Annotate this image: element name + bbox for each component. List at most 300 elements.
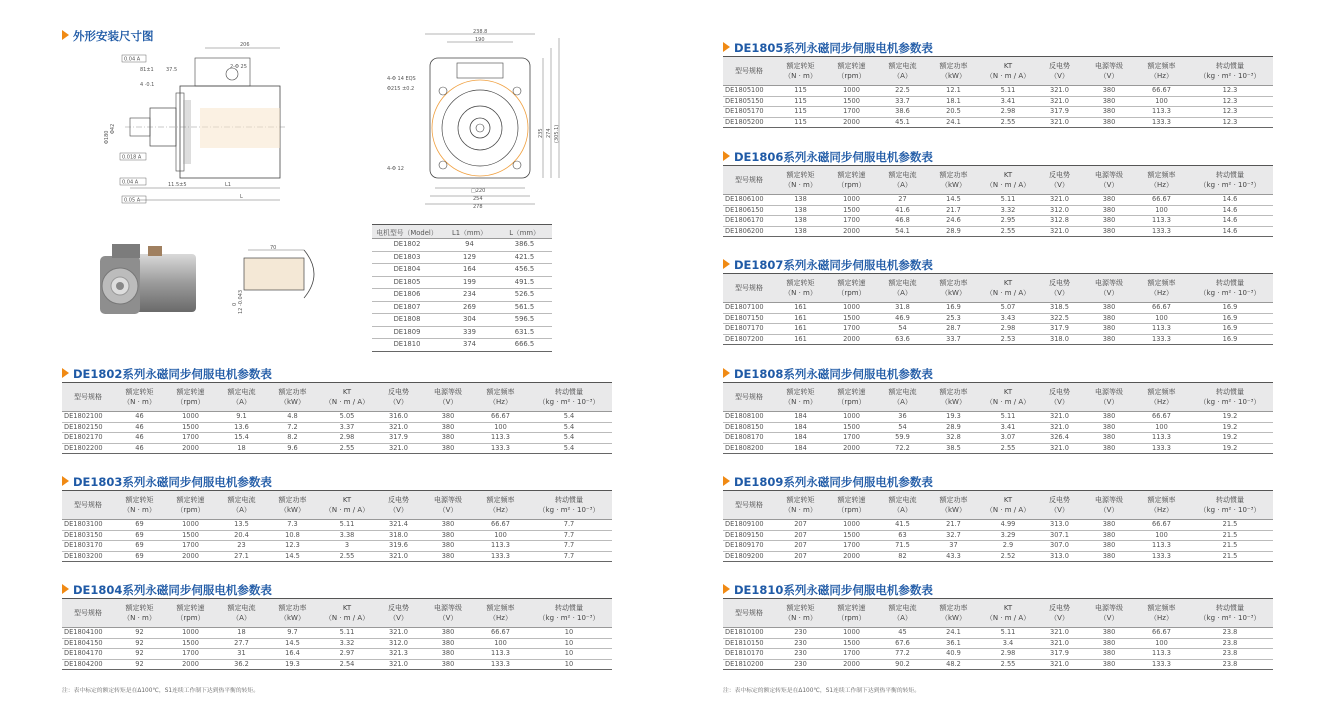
spec-header-cell	[826, 57, 877, 86]
spec-table-title-text: DE1805系列永磁同步伺服电机参数表	[734, 41, 933, 55]
spec-value-cell: 184	[775, 443, 826, 454]
spec-value-cell: 2.98	[979, 107, 1037, 118]
spec-value-cell: 32.8	[928, 433, 979, 444]
spec-value-cell: 138	[775, 226, 826, 237]
spec-value-cell: 31.8	[877, 303, 928, 314]
spec-header-unit: （A）	[232, 506, 251, 514]
spec-header-unit: （kW）	[941, 181, 966, 189]
spec-table-row	[723, 638, 1273, 649]
spec-value-cell: 380	[1082, 443, 1136, 454]
spec-header-unit: （A）	[893, 506, 912, 514]
spec-value-cell: 380	[421, 433, 475, 444]
spec-table-row	[62, 443, 612, 454]
spec-header-unit: （V）	[1099, 72, 1119, 80]
spec-value-cell: 66.67	[475, 628, 526, 639]
spec-header-label: 额定频率	[1147, 62, 1176, 70]
dims-table-row	[372, 264, 552, 277]
dims-cell: DE1810	[372, 339, 442, 352]
spec-header-label: 额定电流	[888, 496, 917, 504]
spec-value-cell: 19.2	[1187, 412, 1273, 423]
spec-value-cell: 16.4	[267, 649, 318, 660]
spec-value-cell: 69	[114, 530, 165, 541]
spec-value-cell: 113.3	[1136, 541, 1187, 552]
spec-header-unit: （kg · m² · 10⁻³）	[1199, 398, 1261, 406]
spec-header-unit: （kg · m² · 10⁻³）	[1199, 181, 1261, 189]
spec-value-cell: 1000	[165, 628, 216, 639]
spec-value-cell: 380	[1082, 117, 1136, 128]
spec-header-unit: （kg · m² · 10⁻³）	[1199, 614, 1261, 622]
spec-value-cell: 100	[475, 422, 526, 433]
spec-table-row	[723, 195, 1273, 206]
spec-value-cell: 380	[1082, 86, 1136, 97]
spec-value-cell: 66.67	[475, 520, 526, 531]
spec-value-cell: 321.0	[376, 422, 421, 433]
spec-value-cell: 2.55	[979, 659, 1037, 670]
spec-header-label: 额定转速	[837, 604, 866, 612]
spec-header-cell	[723, 491, 775, 520]
spec-value-cell: 113.3	[1136, 433, 1187, 444]
spec-value-cell: 27	[877, 195, 928, 206]
spec-header-cell	[216, 491, 267, 520]
spec-value-cell: 380	[1082, 412, 1136, 423]
spec-value-cell: 207	[775, 530, 826, 541]
triangle-bullet-icon	[723, 42, 730, 52]
spec-header-label: 型号规格	[735, 176, 763, 184]
spec-table-row	[62, 638, 612, 649]
spec-value-cell: 12.3	[1187, 107, 1273, 118]
spec-value-cell: 312.8	[1037, 216, 1082, 227]
spec-value-cell: 19.2	[1187, 422, 1273, 433]
dims-cell: DE1808	[372, 314, 442, 327]
spec-header-label: 型号规格	[735, 284, 763, 292]
spec-header-unit: （kg · m² · 10⁻³）	[538, 506, 600, 514]
spec-value-cell: 380	[1082, 216, 1136, 227]
spec-value-cell: 7.7	[526, 530, 612, 541]
spec-header-label: 反电势	[1049, 279, 1070, 287]
spec-header-cell	[723, 166, 775, 195]
spec-header-label: 额定转矩	[125, 388, 154, 396]
spec-value-cell: 100	[1136, 205, 1187, 216]
spec-value-cell: 1000	[165, 520, 216, 531]
spec-value-cell: 2.55	[318, 443, 376, 454]
spec-value-cell: 133.3	[1136, 117, 1187, 128]
spec-model-cell: DE1807100	[723, 303, 775, 314]
spec-value-cell: 2000	[165, 659, 216, 670]
spec-value-cell: 16.9	[928, 303, 979, 314]
spec-value-cell: 380	[1082, 638, 1136, 649]
spec-table	[723, 165, 1273, 237]
spec-value-cell: 321.0	[1037, 195, 1082, 206]
spec-header-cell	[826, 166, 877, 195]
dim-L1: L1	[225, 182, 231, 188]
spec-value-cell: 100	[1136, 313, 1187, 324]
spec-header-cell	[775, 599, 826, 628]
spec-header-cell	[267, 599, 318, 628]
spec-value-cell: 92	[114, 659, 165, 670]
spec-table	[723, 382, 1273, 454]
spec-value-cell: 2000	[826, 551, 877, 562]
spec-value-cell: 321.0	[1037, 659, 1082, 670]
spec-header-label: 额定转速	[837, 62, 866, 70]
spec-value-cell: 43.3	[928, 551, 979, 562]
dims-cell: 164	[442, 264, 497, 277]
spec-model-cell: DE1810200	[723, 659, 775, 670]
spec-value-cell: 54	[877, 324, 928, 335]
dims-cell: DE1809	[372, 326, 442, 339]
spec-model-cell: DE1803150	[62, 530, 114, 541]
spec-value-cell: 380	[1082, 205, 1136, 216]
spec-header-label: 额定频率	[1147, 171, 1176, 179]
spec-table-title	[723, 366, 933, 382]
spec-header-cell	[114, 599, 165, 628]
spec-header-cell	[376, 491, 421, 520]
spec-model-cell: DE1803100	[62, 520, 114, 531]
spec-value-cell: 9.7	[267, 628, 318, 639]
spec-value-cell: 3.37	[318, 422, 376, 433]
spec-table	[723, 490, 1273, 562]
spec-header-unit: （Hz）	[489, 506, 512, 514]
spec-header-unit: （kW）	[280, 398, 305, 406]
dims-cell: DE1803	[372, 251, 442, 264]
triangle-bullet-icon	[723, 476, 730, 486]
spec-value-cell: 92	[114, 638, 165, 649]
spec-value-cell: 7.7	[526, 520, 612, 531]
spec-header-cell	[475, 599, 526, 628]
spec-header-unit: （kW）	[941, 289, 966, 297]
spec-header-label: 反电势	[1049, 388, 1070, 396]
spec-value-cell: 92	[114, 628, 165, 639]
spec-value-cell: 32.7	[928, 530, 979, 541]
dim-37-5: 37.5	[166, 67, 178, 73]
dims-header-model: 电机型号（Model）	[372, 225, 442, 239]
spec-value-cell: 1000	[826, 303, 877, 314]
spec-value-cell: 66.67	[1136, 195, 1187, 206]
spec-model-cell: DE1802150	[62, 422, 114, 433]
spec-value-cell: 321.0	[1037, 96, 1082, 107]
spec-header-unit: （N · m）	[784, 289, 817, 297]
spec-value-cell: 18	[216, 443, 267, 454]
spec-model-cell: DE1809100	[723, 520, 775, 531]
spec-header-label: 转动惯量	[1216, 388, 1244, 396]
spec-table-row	[723, 649, 1273, 660]
spec-value-cell: 10	[526, 638, 612, 649]
spec-value-cell: 38.6	[877, 107, 928, 118]
spec-table-title	[62, 366, 272, 382]
spec-value-cell: 5.07	[979, 303, 1037, 314]
spec-header-cell	[267, 491, 318, 520]
spec-value-cell: 161	[775, 313, 826, 324]
spec-header-cell	[979, 57, 1037, 86]
spec-header-unit: （rpm）	[837, 398, 866, 406]
spec-value-cell: 3.38	[318, 530, 376, 541]
spec-value-cell: 18.1	[928, 96, 979, 107]
spec-value-cell: 380	[1082, 520, 1136, 531]
spec-value-cell: 321.0	[1037, 628, 1082, 639]
spec-header-unit: （N · m）	[784, 72, 817, 80]
spec-header-label: 额定转速	[837, 388, 866, 396]
spec-header-cell	[979, 166, 1037, 195]
spec-table-title-text: DE1806系列永磁同步伺服电机参数表	[734, 150, 933, 164]
spec-value-cell: 21.5	[1187, 551, 1273, 562]
spec-value-cell: 312.0	[376, 638, 421, 649]
spec-header-row	[723, 383, 1273, 412]
spec-value-cell: 21.5	[1187, 541, 1273, 552]
spec-header-row	[723, 57, 1273, 86]
spec-value-cell: 3.32	[979, 205, 1037, 216]
spec-header-unit: （V）	[438, 614, 458, 622]
spec-value-cell: 133.3	[475, 443, 526, 454]
spec-value-cell: 321.0	[1037, 117, 1082, 128]
spec-header-unit: （V）	[389, 398, 408, 406]
spec-header-label: 型号规格	[735, 501, 763, 509]
spec-header-unit: （kW）	[280, 506, 305, 514]
spec-value-cell: 3.43	[979, 313, 1037, 324]
spec-header-label: 型号规格	[74, 501, 102, 509]
spec-value-cell: 14.6	[1187, 205, 1273, 216]
dims-cell: DE1805	[372, 276, 442, 289]
spec-value-cell: 24.1	[928, 628, 979, 639]
spec-header-cell	[877, 166, 928, 195]
dims-cell: 304	[442, 314, 497, 327]
spec-header-unit: （Hz）	[1150, 614, 1173, 622]
spec-header-label: 电源等级	[434, 388, 462, 396]
spec-value-cell: 3.32	[318, 638, 376, 649]
spec-value-cell: 2.54	[318, 659, 376, 670]
spec-table-row	[723, 303, 1273, 314]
spec-header-label: KT	[342, 604, 352, 612]
dims-table-row	[372, 314, 552, 327]
spec-header-unit: （V）	[1050, 614, 1069, 622]
spec-header-cell	[775, 383, 826, 412]
spec-header-cell	[1037, 491, 1082, 520]
spec-header-label: 转动惯量	[1216, 171, 1244, 179]
spec-value-cell: 46	[114, 422, 165, 433]
spec-header-label: 转动惯量	[555, 388, 583, 396]
spec-model-cell: DE1805200	[723, 117, 775, 128]
spec-value-cell: 27.7	[216, 638, 267, 649]
spec-table	[723, 273, 1273, 345]
spec-header-unit: （rpm）	[176, 398, 205, 406]
triangle-bullet-icon	[62, 30, 69, 40]
spec-value-cell: 66.67	[1136, 412, 1187, 423]
spec-value-cell: 7.7	[526, 541, 612, 552]
dim-215: Φ215 ±0.2	[387, 86, 415, 92]
spec-value-cell: 184	[775, 412, 826, 423]
spec-header-label: 反电势	[1049, 171, 1070, 179]
spec-value-cell: 28.7	[928, 324, 979, 335]
spec-header-label: 额定功率	[939, 496, 968, 504]
spec-value-cell: 2.55	[318, 551, 376, 562]
spec-header-cell	[475, 491, 526, 520]
spec-table-row	[723, 659, 1273, 670]
spec-value-cell: 37	[928, 541, 979, 552]
dims-cell: 374	[442, 339, 497, 352]
spec-value-cell: 321.0	[376, 628, 421, 639]
dim-4-14: 4-Φ 14 EQS	[387, 76, 416, 82]
spec-value-cell: 40.9	[928, 649, 979, 660]
spec-header-unit: （rpm）	[837, 289, 866, 297]
spec-value-cell: 184	[775, 433, 826, 444]
dim-4: 4 ·0.1	[140, 82, 155, 88]
spec-value-cell: 2000	[826, 659, 877, 670]
tolerance-frame-1: 0.04 A	[124, 56, 141, 63]
spec-value-cell: 380	[421, 530, 475, 541]
spec-value-cell: 5.4	[526, 433, 612, 444]
dims-cell: 561.5	[497, 301, 552, 314]
spec-header-cell	[979, 491, 1037, 520]
spec-header-cell	[216, 599, 267, 628]
spec-header-cell	[928, 383, 979, 412]
spec-table	[62, 598, 612, 670]
spec-value-cell: 12.1	[928, 86, 979, 97]
spec-header-label: 额定频率	[1147, 496, 1176, 504]
tolerance-frame-4: 0.05 A	[124, 197, 141, 204]
spec-value-cell: 380	[421, 412, 475, 423]
spec-value-cell: 115	[775, 96, 826, 107]
spec-value-cell: 3.4	[979, 638, 1037, 649]
triangle-bullet-icon	[62, 476, 69, 486]
spec-value-cell: 36	[877, 412, 928, 423]
spec-table	[62, 382, 612, 454]
dim-4-12: 4-Φ 12	[387, 166, 404, 172]
spec-value-cell: 230	[775, 628, 826, 639]
spec-value-cell: 90.2	[877, 659, 928, 670]
spec-table-title	[723, 257, 933, 273]
spec-table-row	[723, 334, 1273, 345]
spec-value-cell: 66.67	[1136, 303, 1187, 314]
spec-header-label: KT	[1003, 496, 1013, 504]
spec-header-unit: （N · m）	[784, 398, 817, 406]
spec-header-unit: （Hz）	[1150, 289, 1173, 297]
spec-header-label: 转动惯量	[1216, 604, 1244, 612]
spec-model-cell: DE1805170	[723, 107, 775, 118]
spec-header-cell	[826, 274, 877, 303]
spec-header-row	[723, 491, 1273, 520]
spec-header-cell	[826, 599, 877, 628]
spec-header-cell	[1136, 383, 1187, 412]
spec-value-cell: 380	[421, 659, 475, 670]
spec-value-cell: 46.9	[877, 313, 928, 324]
spec-header-label: 型号规格	[74, 393, 102, 401]
spec-header-label: 电源等级	[1095, 279, 1123, 287]
footnote-left: 注：表中标定的额定转矩是在Δ100℃，S1连续工作制下达到热平衡的转矩。	[62, 688, 260, 694]
spec-value-cell: 72.2	[877, 443, 928, 454]
spec-value-cell: 16.9	[1187, 303, 1273, 314]
spec-value-cell: 138	[775, 195, 826, 206]
spec-value-cell: 2000	[826, 443, 877, 454]
spec-header-cell	[526, 383, 612, 412]
spec-value-cell: 12.3	[267, 541, 318, 552]
spec-value-cell: 2000	[826, 117, 877, 128]
spec-value-cell: 69	[114, 520, 165, 531]
spec-model-cell: DE1802200	[62, 443, 114, 454]
triangle-bullet-icon	[723, 368, 730, 378]
spec-value-cell: 322.5	[1037, 313, 1082, 324]
spec-value-cell: 1700	[826, 216, 877, 227]
spec-value-cell: 10.8	[267, 530, 318, 541]
spec-model-cell: DE1804170	[62, 649, 114, 660]
spec-value-cell: 16.9	[1187, 313, 1273, 324]
spec-value-cell: 100	[1136, 530, 1187, 541]
spec-header-label: 额定功率	[278, 388, 307, 396]
spec-header-cell	[928, 599, 979, 628]
spec-header-unit: （rpm）	[837, 181, 866, 189]
spec-header-row	[62, 383, 612, 412]
spec-model-cell: DE1803200	[62, 551, 114, 562]
spec-table-title	[723, 474, 933, 490]
spec-value-cell: 63	[877, 530, 928, 541]
spec-header-unit: （rpm）	[176, 614, 205, 622]
spec-header-label: 反电势	[1049, 496, 1070, 504]
spec-value-cell: 113.3	[475, 433, 526, 444]
spec-table	[723, 56, 1273, 128]
dims-cell: 339	[442, 326, 497, 339]
spec-value-cell: 14.6	[1187, 226, 1273, 237]
spec-value-cell: 13.6	[216, 422, 267, 433]
spec-header-label: KT	[1003, 388, 1013, 396]
spec-value-cell: 1700	[165, 433, 216, 444]
spec-header-cell	[376, 599, 421, 628]
spec-value-cell: 113.3	[1136, 649, 1187, 660]
spec-model-cell: DE1804150	[62, 638, 114, 649]
spec-value-cell: 7.7	[526, 551, 612, 562]
spec-header-label: 电源等级	[1095, 496, 1123, 504]
spec-table-row	[62, 628, 612, 639]
spec-value-cell: 31	[216, 649, 267, 660]
spec-header-row	[62, 491, 612, 520]
spec-header-label: 额定频率	[1147, 604, 1176, 612]
spec-value-cell: 23.8	[1187, 638, 1273, 649]
spec-header-cell	[877, 599, 928, 628]
dim-190: 190	[475, 37, 485, 43]
tolerance-frame-2: 0.018 A	[122, 154, 142, 161]
spec-table-row	[723, 412, 1273, 423]
spec-value-cell: 23.8	[1187, 649, 1273, 660]
spec-header-unit: （V）	[389, 614, 408, 622]
spec-value-cell: 100	[1136, 638, 1187, 649]
spec-value-cell: 8.2	[267, 433, 318, 444]
spec-value-cell: 12.3	[1187, 86, 1273, 97]
spec-header-label: 额定电流	[888, 604, 917, 612]
spec-header-label: 额定功率	[939, 388, 968, 396]
spec-value-cell: 16.9	[1187, 334, 1273, 345]
spec-header-label: 额定转矩	[786, 604, 815, 612]
spec-header-label: 电源等级	[1095, 388, 1123, 396]
spec-model-cell: DE1806170	[723, 216, 775, 227]
spec-header-cell	[1136, 57, 1187, 86]
dims-cell: DE1804	[372, 264, 442, 277]
spec-value-cell: 69	[114, 541, 165, 552]
spec-value-cell: 5.11	[979, 86, 1037, 97]
spec-header-label: KT	[1003, 604, 1013, 612]
dims-table-row	[372, 276, 552, 289]
spec-header-unit: （N · m / A）	[985, 506, 1031, 514]
spec-value-cell: 321.0	[1037, 226, 1082, 237]
spec-table-row	[62, 412, 612, 423]
spec-header-label: 转动惯量	[555, 496, 583, 504]
spec-header-unit: （V）	[438, 398, 458, 406]
spec-value-cell: 1000	[826, 412, 877, 423]
spec-header-unit: （V）	[438, 506, 458, 514]
spec-value-cell: 380	[1082, 530, 1136, 541]
spec-header-cell	[723, 599, 775, 628]
spec-value-cell: 380	[421, 638, 475, 649]
spec-value-cell: 1500	[826, 313, 877, 324]
spec-header-unit: （N · m）	[784, 614, 817, 622]
dim-206: 206	[240, 42, 250, 48]
spec-header-label: 额定电流	[227, 388, 256, 396]
spec-value-cell: 46.8	[877, 216, 928, 227]
